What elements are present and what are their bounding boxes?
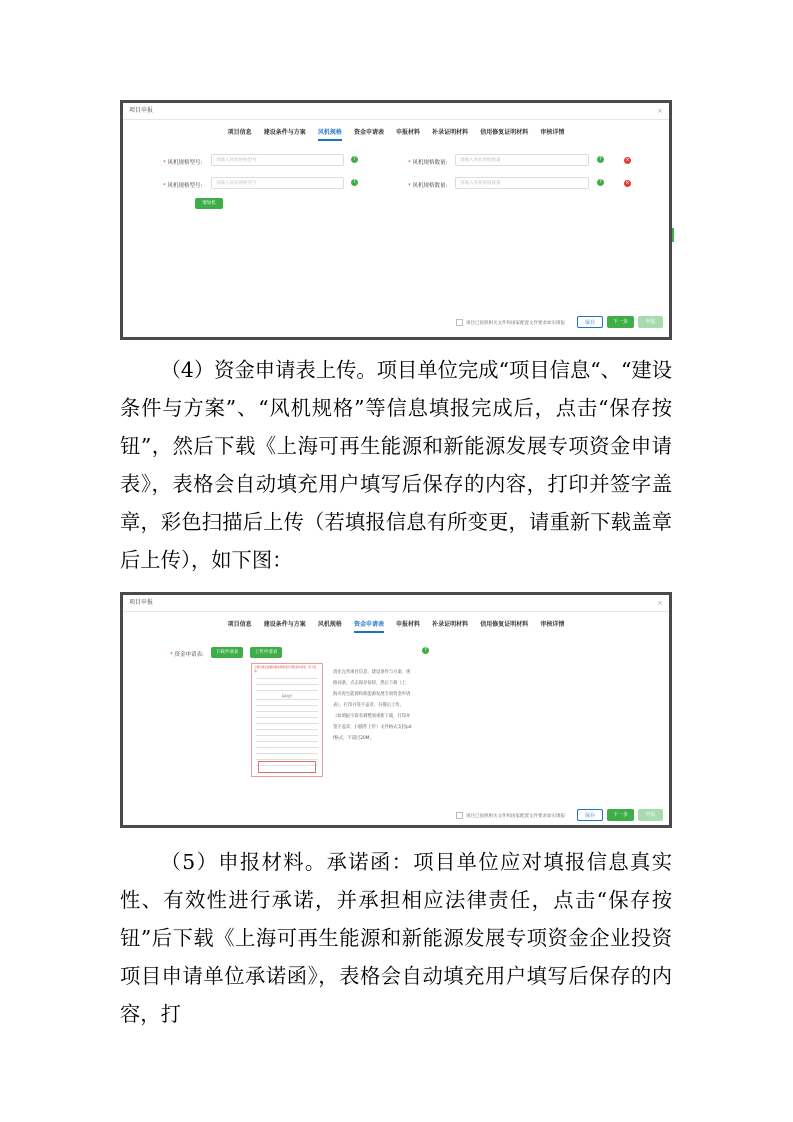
fan-qty-label-text: 风机规格数量: [412, 160, 448, 166]
fund-form-label [170, 650, 204, 658]
tab-fan-specs[interactable]: 风机规格 [317, 621, 342, 628]
preview-rule [256, 723, 318, 724]
fan-model-input[interactable]: 请输入风机规格型号 [211, 177, 344, 189]
dialog-panel [123, 595, 669, 825]
instruction-line: 海可再生能源和新能源发展专项资金申请 [333, 692, 411, 697]
tab-construction-conditions[interactable]: 建设条件与方案 [263, 129, 306, 136]
delete-row-icon[interactable]: × [625, 180, 630, 186]
dialog-titlebar [123, 103, 669, 120]
confirm-checkbox[interactable] [456, 812, 565, 819]
tab-credit-repair-proof[interactable]: 信用修复证明材料 [480, 129, 529, 136]
fan-qty-input[interactable]: 请输入风机规格数量 [455, 154, 589, 166]
delete-row-icon[interactable]: × [625, 157, 630, 163]
fund-form-label-text: 资金申请表: [174, 652, 204, 658]
dialog-panel [123, 103, 669, 337]
tab-supplementary-proof[interactable]: 补录证明材料 [432, 621, 469, 628]
tab-application-materials[interactable]: 申报材料 [396, 129, 421, 136]
instruction-line: f格式，不超过20M。 [333, 736, 374, 741]
preview-rule [256, 741, 318, 742]
paragraph-fund-application: （4）资金申请表上传。项目单位完成“项目信息“、“建设条件与方案”、“风机规格”等信息填报完成后，点击“保存按钮”，然后下载《上海可再生能源和新能源发展专项资金申请表》，表格会自动填充用户填写后保存的内容，打印并签字盖章，彩色扫描后上传（若填报信息有所变更，请重新下载盖章后上传），如下图： [120, 358, 672, 572]
required-mark: * [408, 160, 411, 166]
help-icon[interactable]: ? [351, 179, 358, 186]
confirm-checkbox-label: 项目已按照相关文件和国家配置文件要求如实填报 [466, 814, 565, 819]
instruction-line: （如填报字段有调整须重新下载，打印并 [333, 714, 411, 719]
fan-model-label [163, 181, 202, 189]
instruction-line: 请先完善项目信息、建设条件与方案、规 [333, 670, 411, 675]
close-icon[interactable]: × [657, 599, 663, 607]
next-step-button[interactable]: 下一步 [607, 316, 634, 328]
preview-subheading: 基本信息 [281, 695, 293, 698]
tab-application-materials[interactable]: 申报材料 [396, 621, 421, 628]
required-mark: * [163, 160, 166, 166]
required-mark: * [408, 183, 411, 189]
tab-construction-conditions[interactable]: 建设条件与方案 [263, 621, 306, 628]
tab-fund-application[interactable]: 资金申请表 [353, 129, 384, 136]
preview-rule [256, 753, 318, 754]
add-fan-button[interactable]: 增加机 [195, 198, 223, 209]
preview-rule [256, 735, 318, 736]
preview-rule [256, 729, 318, 730]
help-icon[interactable]: ? [597, 156, 604, 163]
paragraph-application-materials: （5）申报材料。承诺函：项目单位应对填报信息真实性、有效性进行承诺，并承担相应法律责任，点击“保存按钮”后下载《上海可再生能源和新能源发展专项资金企业投资项目申请单位承诺函》，表格会自动填充用户填写后保存的内容，打 [120, 850, 672, 1026]
tab-review-details[interactable]: 审核详情 [540, 129, 565, 136]
preview-rule [256, 705, 318, 706]
preview-heading: 上海可再生能源和新能源发展专项资金申请表（风力发电） [254, 666, 317, 673]
fan-model-label-text: 风机规格型号: [167, 160, 203, 166]
fan-qty-input[interactable]: 请输入风机规格数量 [455, 177, 589, 189]
tab-fund-application[interactable]: 资金申请表 [354, 619, 384, 633]
help-icon[interactable]: ? [422, 647, 429, 654]
submit-button[interactable]: 申报 [638, 316, 663, 328]
fan-model-label [163, 158, 202, 166]
tab-supplementary-proof[interactable]: 补录证明材料 [432, 129, 469, 136]
submit-button[interactable]: 申报 [638, 809, 663, 821]
checkbox-box[interactable] [456, 319, 463, 326]
preview-rule [256, 711, 318, 712]
screenshot-fund-application [120, 592, 672, 828]
next-step-button[interactable]: 下一步 [607, 809, 634, 821]
dialog-titlebar [123, 595, 669, 612]
instruction-line: 格词条，点击保存按钮，然后下载《上 [333, 681, 407, 686]
save-button[interactable]: 保存 [577, 809, 603, 821]
confirm-checkbox-label: 项目已按照相关文件和国家配置文件要求如实填报 [466, 321, 565, 326]
tab-fan-specs[interactable]: 风机规格 [318, 127, 342, 141]
download-form-button[interactable]: 下载申请表 [211, 647, 243, 658]
preview-rule [256, 717, 318, 718]
upload-form-button[interactable]: 上传申请表 [250, 647, 282, 658]
tab-bar [123, 619, 669, 633]
preview-rule [256, 684, 318, 685]
instruction-line: 签字盖章，扫描件上传）文件格式支持pd [333, 725, 412, 730]
dialog-title: 项目申报 [129, 599, 154, 606]
close-icon[interactable]: × [657, 107, 663, 115]
fan-model-label-text: 风机规格型号: [167, 183, 203, 189]
side-scroll-marker [672, 228, 674, 242]
preview-rule [256, 759, 318, 760]
preview-rule [256, 699, 318, 700]
fan-qty-label [408, 181, 447, 189]
screenshot-fan-specs [120, 100, 672, 340]
required-mark: * [163, 183, 166, 189]
tab-credit-repair-proof[interactable]: 信用修复证明材料 [480, 621, 529, 628]
preview-rule [256, 678, 318, 679]
tab-bar [123, 127, 669, 141]
preview-rule [256, 690, 318, 691]
fan-qty-label-text: 风机规格数量: [412, 183, 448, 189]
save-button[interactable]: 保存 [577, 316, 603, 328]
dialog-title: 项目申报 [129, 107, 154, 114]
tab-project-info[interactable]: 项目信息 [227, 129, 252, 136]
checkbox-box[interactable] [456, 812, 463, 819]
upload-instructions [333, 667, 423, 744]
instruction-line: 表》，打印并签字盖章，扫描后上传。 [333, 703, 404, 708]
tab-project-info[interactable]: 项目信息 [227, 621, 252, 628]
fan-model-input[interactable]: 请输入风机规格型号 [211, 154, 344, 166]
required-mark: * [170, 652, 173, 658]
application-form-preview[interactable] [251, 663, 323, 777]
help-icon[interactable]: ? [351, 156, 358, 163]
tab-review-details[interactable]: 审核详情 [540, 621, 565, 628]
help-icon[interactable]: ? [597, 179, 604, 186]
confirm-checkbox[interactable] [456, 319, 565, 326]
fan-qty-label [408, 158, 447, 166]
preview-rule [256, 747, 318, 748]
preview-stamp-box [258, 761, 316, 773]
